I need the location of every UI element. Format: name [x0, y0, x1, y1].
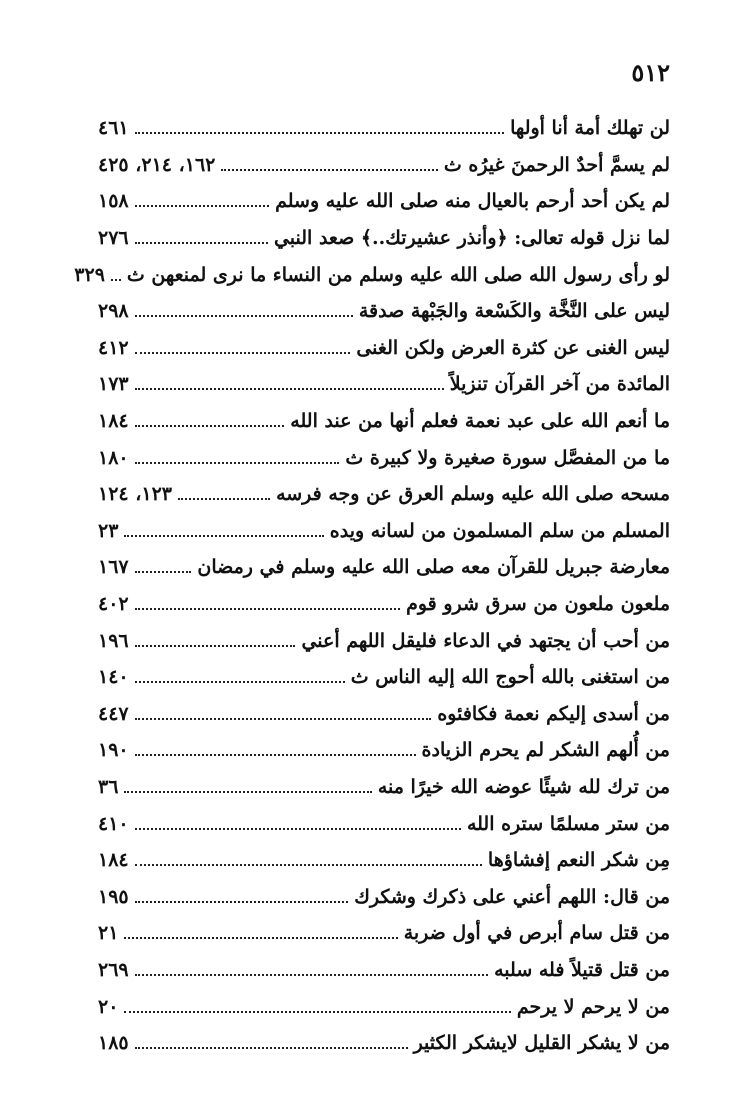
index-entry [98, 366, 670, 403]
index-entry [98, 476, 670, 513]
dot-leader [135, 132, 505, 134]
entry-text: ما من المفصَّل سورة صغيرة ولا كبيرة ث [345, 446, 670, 469]
entry-text: من أسدى إليكم نعمة فكافئوه [437, 702, 670, 725]
index-entry [98, 110, 670, 147]
index-entry [98, 732, 670, 769]
index-entry [98, 183, 670, 220]
dot-leader [135, 388, 444, 390]
entry-text: من قتل سام أبرص في أول ضربة [403, 922, 670, 945]
index-entry [74, 256, 670, 293]
entry-text: ما أنعم الله على عبد نعمة فعلم أنها من عند الله [290, 410, 670, 433]
entry-page-numbers: ١٩٥ [98, 885, 129, 908]
entry-page-numbers: ١٩٦ [98, 629, 129, 652]
entry-page-numbers: ١٨٤ [98, 849, 129, 872]
index-entry [98, 696, 670, 733]
entry-text: لن تهلك أمة أنا أولها [510, 117, 670, 140]
dot-leader [178, 498, 270, 500]
entry-text: من قال: اللهم أعني على ذكرك وشكرك [354, 885, 670, 908]
index-entry [98, 549, 670, 586]
index-entry [98, 915, 670, 952]
entry-text: مِن شكر النعم إفشاؤها [487, 849, 670, 872]
entry-text: المائدة من آخر القرآن تنزيلاً [449, 373, 670, 396]
entry-text: لو رأى رسول الله صلى الله عليه وسلم من النساء ما نرى لمنعهن ث [126, 263, 670, 286]
index-entry [98, 403, 670, 440]
entry-page-numbers: ٢٣ [98, 519, 119, 542]
dot-leader [135, 425, 285, 427]
entry-page-numbers: ١٤٠ [98, 666, 129, 689]
entry-page-numbers: ٤٠٢ [98, 593, 129, 616]
entry-page-numbers: ١٢٣، ١٢٤ [98, 483, 172, 506]
index-entry [98, 1025, 670, 1062]
dot-leader [135, 1047, 408, 1049]
index-entry [98, 805, 670, 842]
entry-text: لم يسمَّ أحدٌ الرحمنَ غيرُه ث [443, 153, 670, 176]
entry-page-numbers: ٢٧٦ [98, 227, 129, 250]
dot-leader [135, 718, 432, 720]
entry-page-numbers: ٢٩٨ [98, 300, 129, 323]
entry-page-numbers: ١٧٣ [98, 373, 129, 396]
index-entry [98, 330, 670, 367]
entry-page-numbers: ١٨٤ [98, 410, 129, 433]
index-entry [98, 586, 670, 623]
dot-leader [135, 352, 351, 354]
entry-text: لم يكن أحد أرحم بالعيال منه صلى الله عليه وسلم [275, 190, 670, 213]
entry-text: ملعون ملعون من سرق شرو قوم [406, 593, 670, 616]
dot-leader [135, 754, 416, 756]
dot-leader [124, 791, 371, 793]
entry-text: من أحب أن يجتهد في الدعاء فليقل اللهم أعني [301, 629, 670, 652]
entry-text: ليس الغنى عن كثرة العرض ولكن الغنى [356, 336, 670, 359]
entry-page-numbers: ٢١ [98, 922, 119, 945]
index-entry [98, 293, 670, 330]
dot-leader [135, 864, 482, 866]
index-entry [98, 952, 670, 989]
entry-text: ليس على النَّخَّة والكَسْعة والجَبْهة صدقة [358, 300, 670, 323]
entry-page-numbers: ٢٦٩ [98, 958, 129, 981]
entry-page-numbers: ١٦٢، ٢١٤، ٤٢٥ [98, 153, 216, 176]
entry-text: من لا يشكر القليل لايشكر الكثير [413, 1032, 670, 1055]
index-entry [98, 513, 670, 550]
entry-text: من استغنى بالله أحوج الله إليه الناس ث [350, 666, 670, 689]
entry-text: مسحه صلى الله عليه وسلم العرق عن وجه فرسه [276, 483, 670, 506]
index-entry [98, 988, 670, 1025]
entry-text: من لا يرحم لا يرحم [516, 995, 670, 1018]
index-entry [98, 622, 670, 659]
dot-leader [135, 681, 345, 683]
dot-leader [135, 205, 269, 207]
dot-leader [135, 974, 488, 976]
entry-text: من ترك لله شيئًا عوضه الله خيرًا منه [377, 775, 670, 798]
index-entry [98, 147, 670, 184]
entry-text: لما نزل قوله تعالى: ﴿وأنذر عشيرتك..﴾ صعد النبي [273, 227, 670, 250]
entry-text: من قتل قتيلاً فله سلبه [494, 958, 670, 981]
entry-page-numbers: ١٨٥ [98, 1032, 129, 1055]
dot-leader [221, 169, 437, 171]
entry-page-numbers: ١٩٠ [98, 739, 129, 762]
entry-text: من ستر مسلمًا ستره الله [466, 812, 670, 835]
entry-page-numbers: ٣٦ [98, 775, 119, 798]
dot-leader [135, 242, 268, 244]
dot-leader [135, 315, 353, 317]
index-entry [98, 842, 670, 879]
entry-page-numbers: ١٦٧ [98, 556, 129, 579]
dot-leader [135, 462, 340, 464]
index-entry [98, 878, 670, 915]
entry-page-numbers: ٢٠ [98, 995, 119, 1018]
dot-leader [135, 645, 296, 647]
entry-page-numbers: ٣٢٩ [74, 263, 105, 286]
entry-text: من أُلهم الشكر لم يحرم الزيادة [421, 739, 670, 762]
dot-leader [135, 828, 461, 830]
entry-page-numbers: ٤٤٧ [98, 702, 129, 725]
entry-page-numbers: ١٥٨ [98, 190, 129, 213]
dot-leader [111, 279, 121, 281]
entry-page-numbers: ٤١٠ [98, 812, 129, 835]
entry-page-numbers: ٤١٢ [98, 336, 129, 359]
dot-leader [124, 1011, 510, 1013]
dot-leader [135, 571, 192, 573]
dot-leader [135, 901, 349, 903]
index-entry [98, 769, 670, 806]
entry-text: المسلم من سلم المسلمون من لسانه ويده [329, 519, 670, 542]
dot-leader [124, 937, 397, 939]
entry-text: معارضة جبريل للقرآن معه صلى الله عليه وسلم في رمضان [197, 556, 670, 579]
entry-page-numbers: ٤٦١ [98, 117, 129, 140]
index-list [74, 110, 670, 1061]
index-entry [98, 439, 670, 476]
index-entry [98, 220, 670, 257]
index-entry [98, 659, 670, 696]
entry-page-numbers: ١٨٠ [98, 446, 129, 469]
page-number: ٥١٢ [631, 58, 670, 87]
dot-leader [135, 608, 400, 610]
dot-leader [124, 535, 323, 537]
